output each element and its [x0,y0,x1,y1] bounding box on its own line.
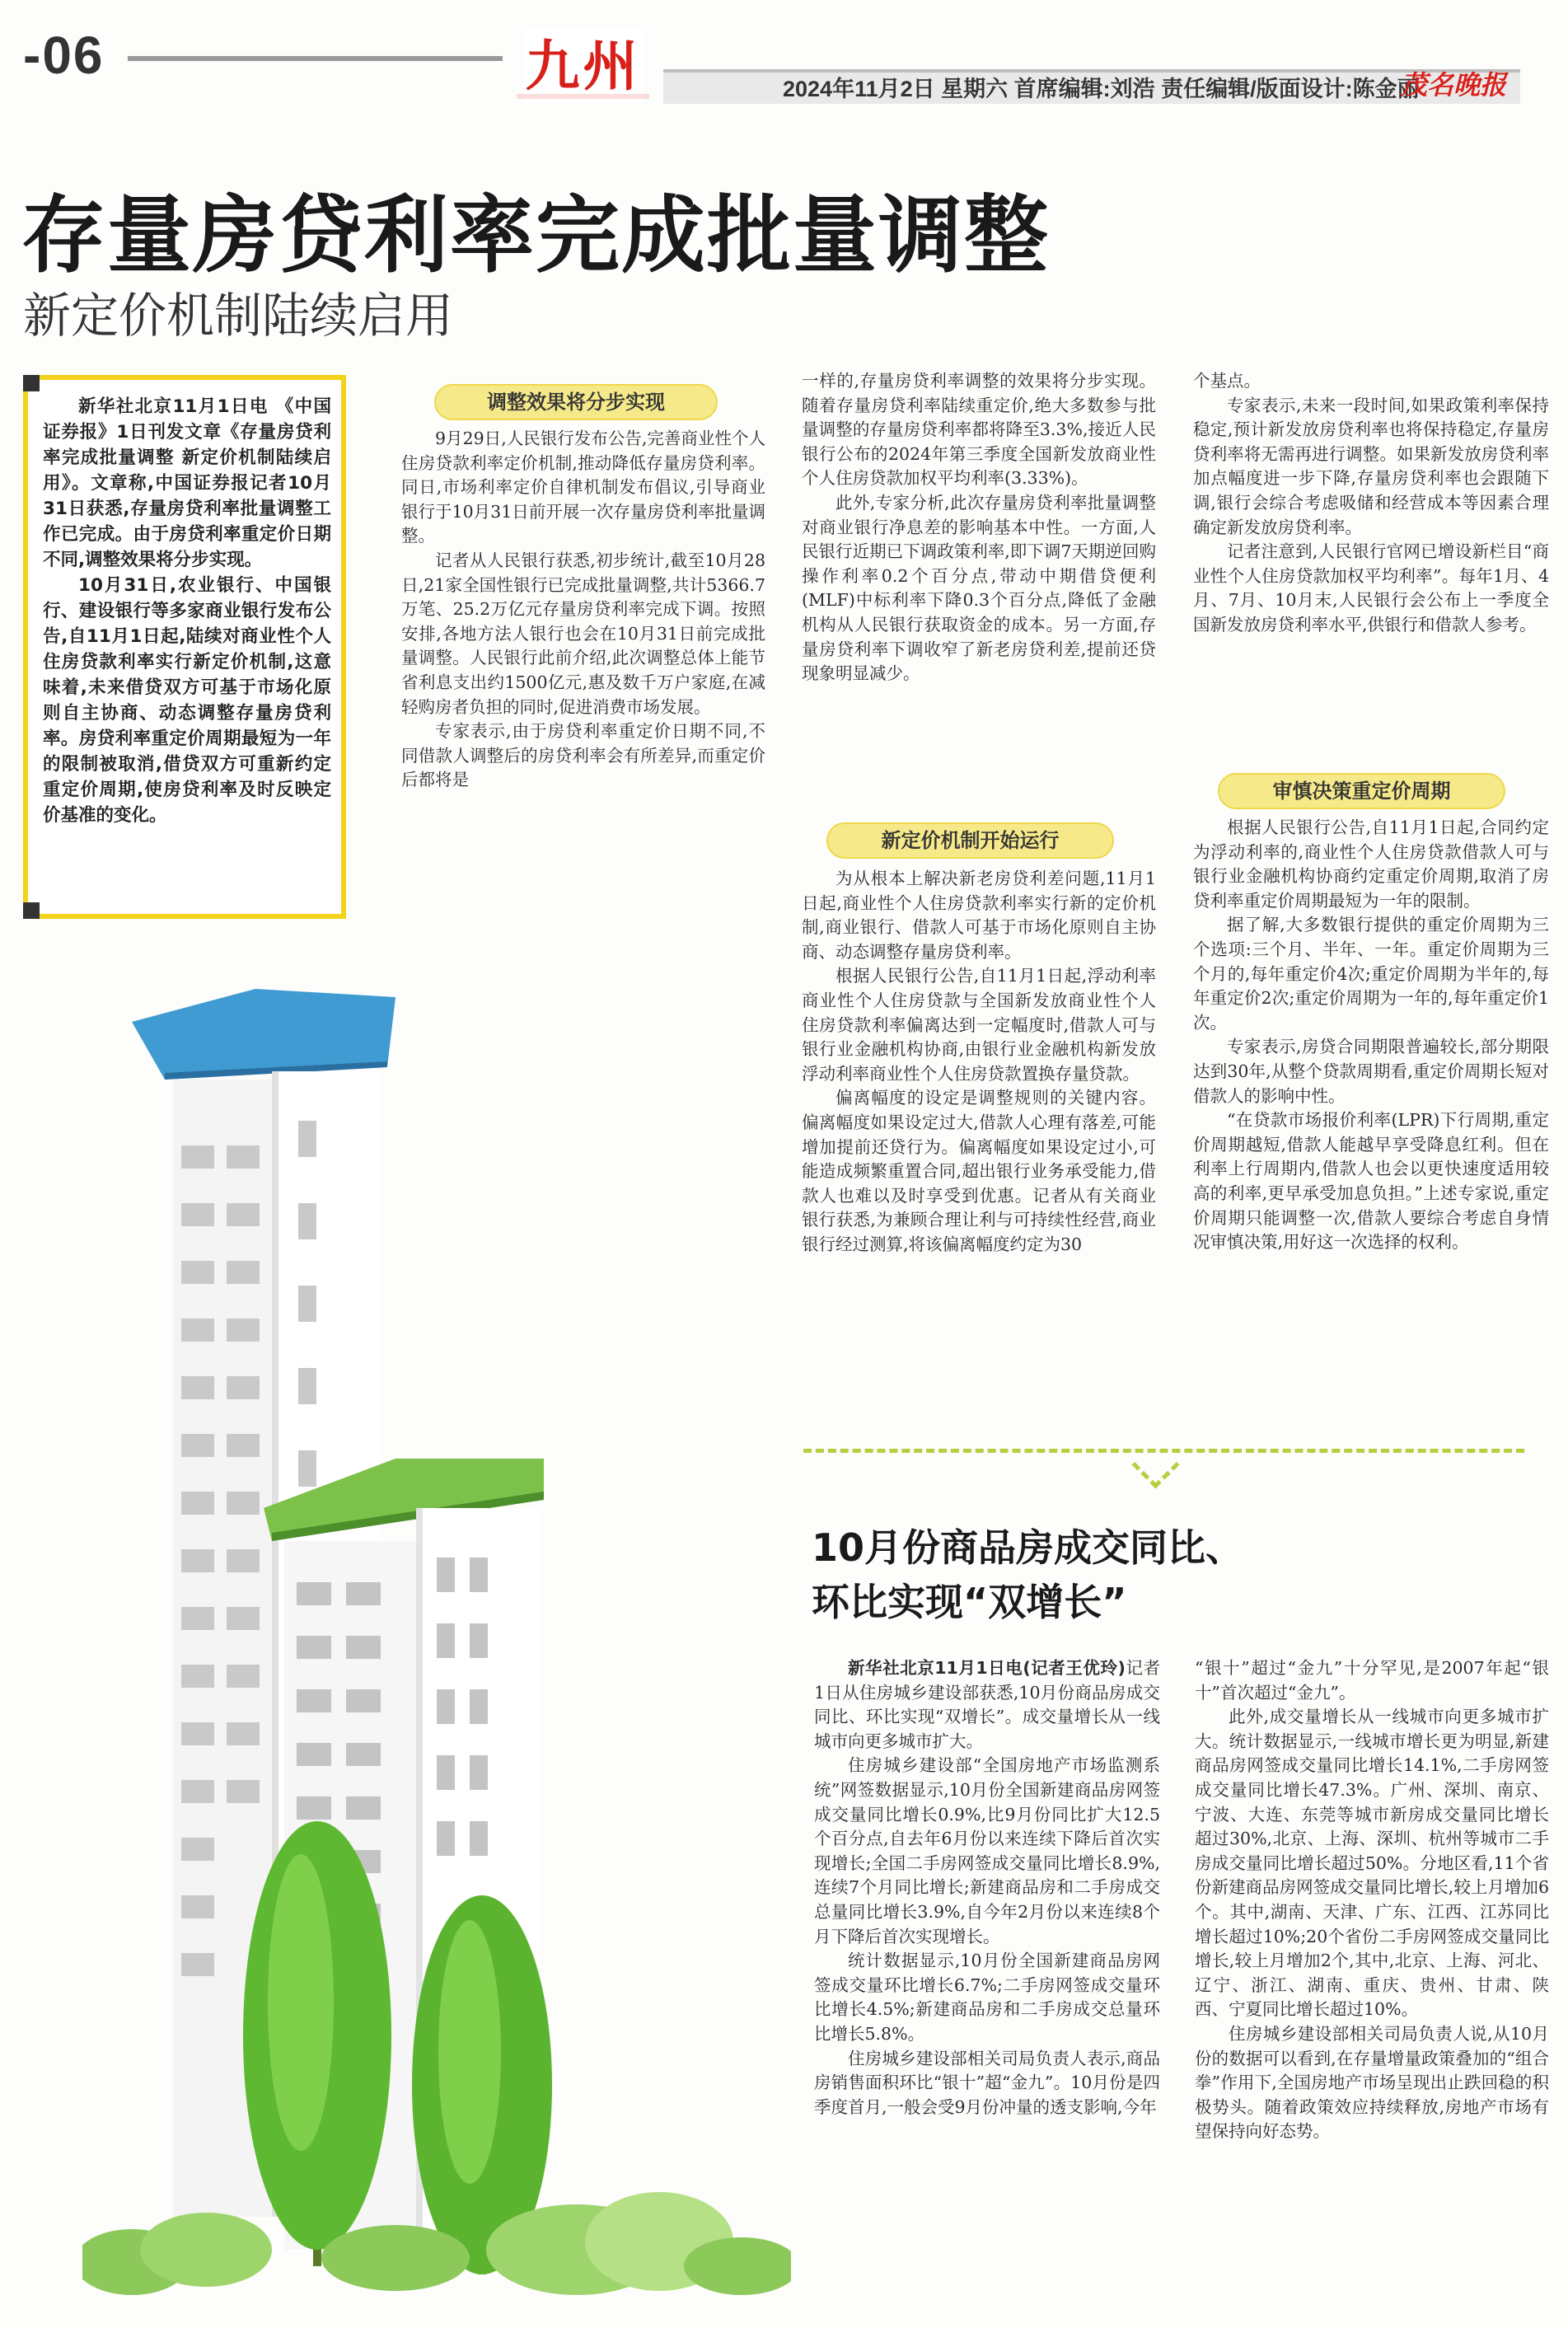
paragraph: 住房城乡建设部相关司局负责人表示,商品房销售面积环比“银十”超“金九”。10月份是四季度首月,一般会受9月份冲量的透支影响,今年 [814,2048,1160,2117]
header-rule [128,56,503,61]
paragraph: “在贷款市场报价利率(LPR)下行周期,重定价周期越短,借款人能越早享受降息红利。但在利率上行周期内,借款人也会以更快速度适用较高的利率,更早承受加息负担。”上述专家说,重定价周期只能调整一次,借款人要综合考虑自身情况审慎决策,用好这一次选择的权利。 [1193,1110,1549,1253]
section-subhead: 新定价机制开始运行 [826,822,1114,859]
article-column [1195,1656,1549,2144]
article-column [1193,369,1549,638]
article-column [802,867,1156,1258]
article-column [802,369,1156,686]
paragraph: 个基点。 [1193,371,1261,391]
dateline-body: 记者1日从住房城乡建设部获悉,10月份商品房成交同比、环比实现“双增长”。成交量增长从一线城市向更多城市扩大。 [814,1658,1160,1751]
paragraph [814,1656,1160,1754]
subheadline: 新定价机制陆续启用 [23,288,454,344]
page-number: -06 [23,26,105,85]
paragraph: 9月29日,人民银行发布公告,完善商业性个人住房贷款利率定价机制,推动降低存量房贷利率。同日,市场利率定价自律机制发布倡议,引导商业银行于10月31日前开展一次存量房贷利率批量调整。 [401,429,765,546]
paragraph: 统计数据显示,10月份全国新建商品房网签成交量环比增长6.7%;二手房网签成交量环比增长4.5%;新建商品房和二手房成交总量环比增长5.8%。 [814,1951,1160,2044]
paragraph: 根据人民银行公告,自11月1日起,浮动利率商业性个人住房贷款与全国新发放商业性个人住房贷款利率偏离达到一定幅度时,借款人可与银行业金融机构协商,由银行业金融机构新发放浮动利率商业性个人住房贷款置换存量贷款。 [802,966,1156,1084]
paragraph: 住房城乡建设部“全国房地产市场监测系统”网签数据显示,10月份全国新建商品房网签成交量同比增长0.9%,比9月份同比扩大12.5个百分点,自去年6月份以来连续下降后首次实现增长;全国二手房网签成交量同比增长8.9%,连续7个月同比增长;新建商品房和二手房成交总量同比增长3.9%,自今年2月份以来连续8个月下降后首次实现增长。 [814,1755,1160,1946]
paragraph: 专家表示,未来一段时间,如果政策利率保持稳定,预计新发放房贷利率也将保持稳定,存量房贷利率将无需再进行调整。如果新发放房贷利率加点幅度进一步下降,存量房贷利率也会跟随下调,银行会综合考虑吸储和经营成本等因素合理确定新发放房贷利率。 [1193,395,1549,537]
section-subhead: 审慎决策重定价周期 [1218,773,1505,809]
paragraph: 据了解,大多数银行提供的重定价周期为三个选项:三个月、半年、一年。重定价周期为三个月的,每年重定价4次;重定价周期为半年的,每年重定价2次;重定价周期为一年的,每年重定价1次。 [1193,915,1549,1033]
paragraph: 专家表示,房贷合同期限普遍较长,部分期限达到30年,从整个贷款周期看,重定价周期长短对借款人的影响中性。 [1193,1037,1549,1106]
header-info: 2024年11月2日 星期六 首席编辑:刘浩 责任编辑/版面设计:陈金丽 [783,77,1420,101]
article-column [401,427,765,793]
article-column [1193,816,1549,1255]
dateline: 新华社北京11月1日电(记者王优玲) [848,1658,1126,1678]
headline-line: 环比实现“双增长” [812,1580,1127,1624]
lead-paragraph: 10月31日,农业银行、中国银行、建设银行等多家商业银行发布公告,自11月1日起,陆续对商业性个人住房贷款利率实行新定价机制,这意味着,未来借贷双方可基于市场化原则自主协商、动态调整存量房贷利率。房贷利率重定价周期最短为一年的限制被取消,借贷双方可重新约定重定价周期,使房贷利率及时反映定价基准的变化。 [43,575,331,826]
paragraph: 根据人民银行公告,自11月1日起,合同约定为浮动利率的,商业性个人住房贷款借款人可与银行业金融机构协商约定重定价周期,取消了房贷利率重定价周期最短为一年的限制。 [1193,817,1549,911]
paragraph: 记者从人民银行获悉,初步统计,截至10月28日,21家全国性银行已完成批量调整,共计5366.7万笔、25.2万亿元存量房贷利率完成下调。按照安排,各地方法人银行也会在10月31日前完成批量调整。人民银行此前介绍,此次调整总体上能节省利息支出约1500亿元,惠及数千万户家庭,在减轻购房者负担的同时,促进消费市场发展。 [401,550,765,717]
article2-headline [812,1520,1243,1629]
buildings-illustration [82,964,791,2307]
lead-corner-mark [23,902,40,919]
paragraph: 一样的,存量房贷利率调整的效果将分步实现。随着存量房贷利率陆续重定价,绝大多数参与批量调整的存量房贷利率都将降至3.3%,接近人民银行公布的2024年第三季度全国新发放商业性个人住房贷款加权平均利率(3.33%)。 [802,371,1156,489]
paragraph: 记者注意到,人民银行官网已增设新栏目“商业性个人住房贷款加权平均利率”。每年1月、4月、7月、10月末,人民银行会公布上一季度全国新发放房贷利率水平,供银行和借款人参考。 [1193,541,1549,635]
paragraph: “银十”超过“金九”十分罕见,是2007年起“银十”首次超过“金九”。 [1195,1658,1549,1703]
section-name: 九州 [523,28,643,104]
paragraph: 专家表示,由于房贷利率重定价日期不同,不同借款人调整后的房贷利率会有所差异,而重定价后都将是 [401,721,765,790]
paragraph: 为从根本上解决新老房贷利差问题,11月1日起,商业性个人住房贷款利率实行新的定价机制,商业银行、借款人可基于市场化原则自主协商、动态调整存量房贷利率。 [802,869,1156,962]
paragraph: 偏离幅度的设定是调整规则的关键内容。偏离幅度如果设定过大,借款人心理有落差,可能增加提前还贷行为。偏离幅度如果设定过小,可能造成频繁重置合同,超出银行业务承受能力,借款人也难以及时享受到优惠。记者从有关商业银行获悉,为兼顾合理让利与可持续性经营,商业银行经过测算,将该偏离幅度约定为30 [802,1088,1156,1254]
paragraph: 住房城乡建设部相关司局负责人说,从10月份的数据可以看到,在存量增量政策叠加的“组合拳”作用下,全国房地产市场呈现出止跌回稳的积极势头。随着政策效应持续释放,房地产市场有望保持向好态势。 [1195,2023,1549,2142]
section-subhead: 调整效果将分步实现 [434,384,718,420]
headline-line: 10月份商品房成交同比、 [812,1525,1244,1570]
lead-summary [43,394,331,828]
lead-corner-mark [23,375,40,391]
paragraph: 此外,专家分析,此次存量房贷利率批量调整对商业银行净息差的影响基本中性。一方面,人民银行近期已下调政策利率,即下调7天期逆回购操作利率0.2个百分点,带动中期借贷便利(MLF)中标利率下降0.3个百分点,降低了金融机构从人民银行获取资金的成本。另一方面,存量房贷利率下调收窄了新老房贷利差,提前还贷现象明显减少。 [802,492,1156,684]
newspaper-logo: 茂名晚报 [1401,69,1507,101]
headline: 存量房贷利率完成批量调整 [21,187,1050,285]
lead-paragraph: 新华社北京11月1日电 《中国证券报》1日刊发文章《存量房贷利率完成批量调整 新定价机制陆续启用》。文章称,中国证券报记者10月31日获悉,存量房贷利率批量调整工作已完成。由于房贷利率重定价日期不同,调整效果将分步实现。 [43,396,331,570]
paragraph: 此外,成交量增长从一线城市向更多城市扩大。统计数据显示,一线城市增长更为明显,新建商品房网签成交量同比增长14.1%,二手房网签成交量同比增长47.3%。广州、深圳、南京、宁波、大连、东莞等城市新房成交量同比增长超过30%,北京、上海、深圳、杭州等城市二手房成交量同比增长超过50%。分地区看,11个省份新建商品房网签成交量同比增长,较上月增加6个。其中,湖南、天津、广东、江西、江苏同比增长超过10%;20个省份二手房网签成交量同比增长,较上月增加2个,其中,北京、上海、河北、辽宁、浙江、湖南、重庆、贵州、甘肃、陕西、宁夏同比增长超过10%。 [1195,1707,1549,2020]
article-column [814,1656,1160,2120]
